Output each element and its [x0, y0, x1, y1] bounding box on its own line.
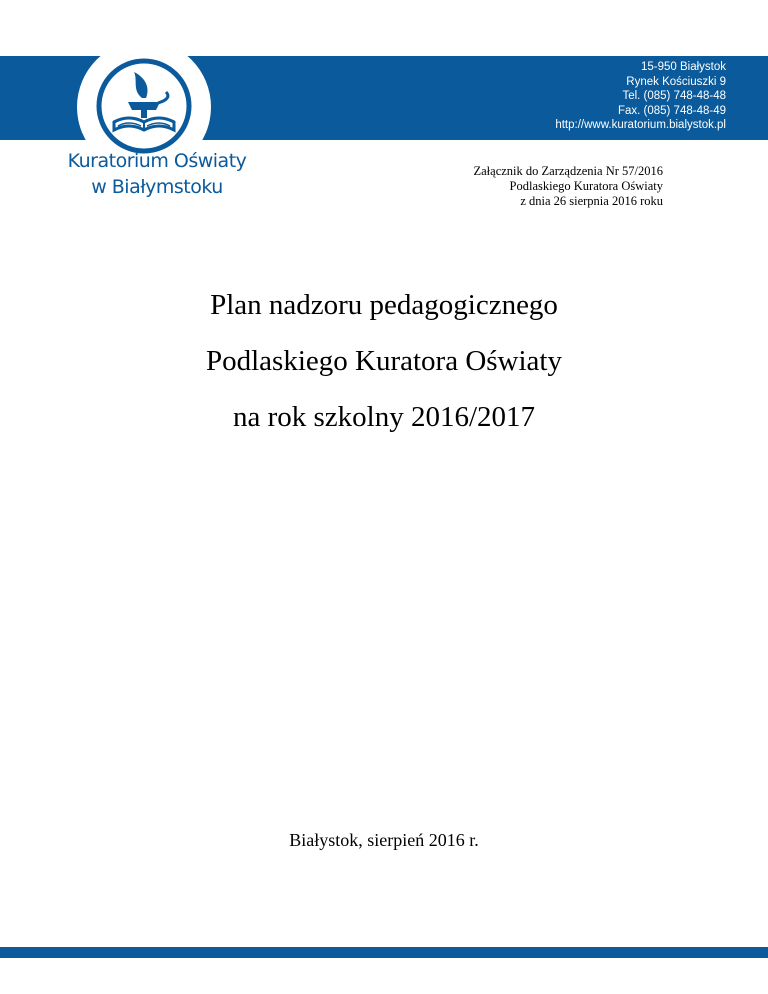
institution-logo-text [52, 148, 262, 200]
annex-note-line-1: Załącznik do Zarządzenia Nr 57/2016 [473, 164, 663, 178]
phone-number: Tel. (085) 748-48-48 [622, 90, 726, 103]
logo-text-line-2: w Białymstoku [91, 176, 223, 198]
annex-note [474, 164, 664, 209]
document-title-line-2: Podlaskiego Kuratora Oświaty [206, 345, 562, 377]
annex-note-line-3: z dnia 26 sierpnia 2016 roku [520, 194, 663, 208]
document-title [0, 277, 768, 445]
postal-address: 15-950 Białystok [640, 61, 726, 73]
website-link[interactable]: http://www.kuratorium.bialystok.pl [555, 119, 726, 132]
contact-block [555, 60, 726, 133]
document-title-line-3: na rok szkolny 2016/2017 [232, 401, 536, 433]
annex-note-line-2: Podlaskiego Kuratora Oświaty [509, 179, 663, 193]
logo-text-line-1: Kuratorium Oświaty [67, 150, 247, 172]
lamp-and-open-book-emblem-icon [94, 56, 194, 156]
street-address: Rynek Kościuszki 9 [626, 75, 726, 88]
fax-number: Fax. (085) 748-48-49 [617, 104, 726, 117]
document-title-line-1: Plan nadzoru pedagogicznego [210, 289, 558, 321]
footer-band [0, 947, 768, 958]
place-and-date: Białystok, sierpień 2016 r. [289, 830, 479, 850]
